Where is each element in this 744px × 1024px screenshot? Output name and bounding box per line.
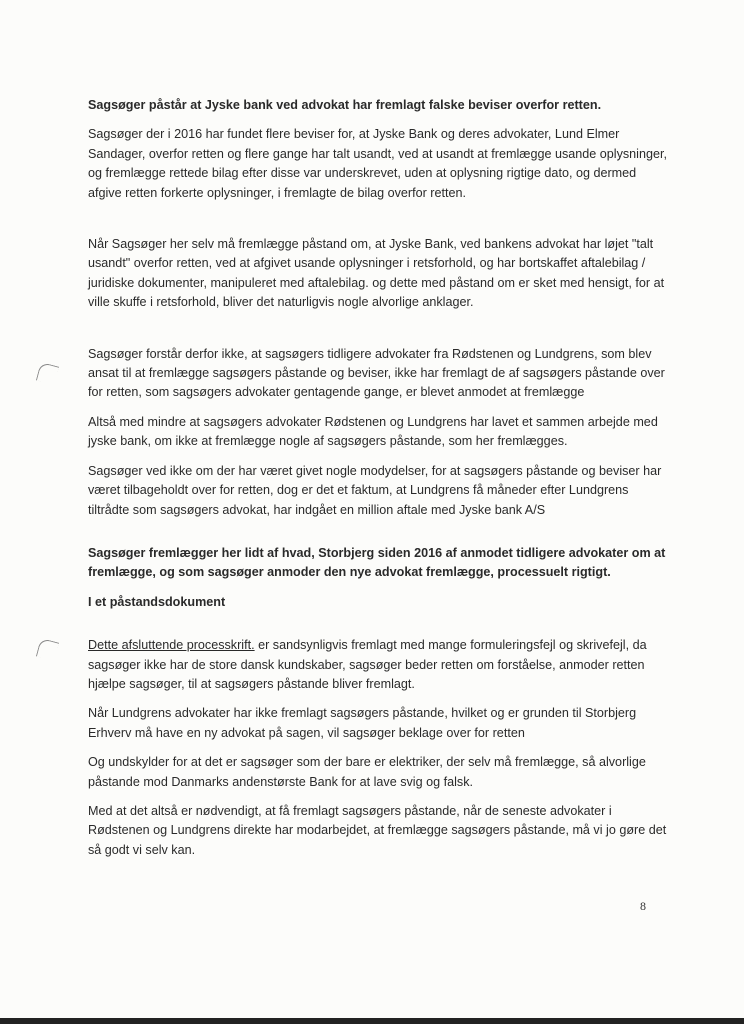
paragraph: Altså med mindre at sagsøgers advokater Rødstenen og Lundgrens har lavet et sammen arbejde med jyske bank, om ikke at fremlægge nogle af sagsøgers påstande, som her fremlægges. [88, 414, 658, 449]
section-heading: Sagsøger fremlægger her lidt af hvad, Storbjerg siden 2016 af anmodet tidligere advokater om at fremlægge, og som sagsøger anmoder den nye advokat fremlægge, processuelt rigtigt. [88, 545, 666, 580]
paragraph [88, 636, 668, 694]
paragraph: Sagsøger forstår derfor ikke, at sagsøgers tidligere advokater fra Rødstenen og Lundgrens, som blev ansat til at fremlægge sagsøgers påstande og beviser, ikke har fremlagt de af sagsøgers påstande over for retten, som sagsøgers advokater gentagende gange, er blevet anmodet at fremlægge [88, 346, 665, 400]
punch-hole-mark [36, 362, 59, 385]
punch-hole-mark [36, 638, 59, 661]
paragraph: Sagsøger der i 2016 har fundet flere beviser for, at Jyske Bank og deres advokater, Lund Elmer Sandager, overfor retten og flere gange har talt usandt, ved at usandt at fremlægge usande oplysninger, og fremlægge rettede bilag efter disse var underskrevet, uden at oplysning rigtige dato, og dermed afgive retten forkerte oplysninger, i fremlagte de bilag overfor retten. [88, 127, 667, 200]
paragraph: Når Sagsøger her selv må fremlægge påstand om, at Jyske Bank, ved bankens advokat har løjet "talt usandt" overfor retten, ved at afgivet usande oplysninger i retsforhold, og har bortskaffet aftalebilag / juridiske dokumenter, manipuleret med aftalebilag. og dette med påstand om er sket med hensigt, for at ville skuffe i retsforhold, bliver det naturligvis nogle alvorlige anklager. [88, 237, 665, 310]
paragraph: Når Lundgrens advokater har ikke fremlagt sagsøgers påstande, hvilket og er grunden til Storbjerg Erhverv må have en ny advokat på sagen, vil sagsøger beklage over for retten [88, 706, 637, 740]
scan-edge [0, 1018, 744, 1024]
section-heading: Sagsøger påstår at Jyske bank ved advokat har fremlagt falske beviser overfor retten. [88, 98, 602, 112]
paragraph: Med at det altså er nødvendigt, at få fremlagt sagsøgers påstande, når de seneste advokater i Rødstenen og Lundgrens direkte har modarbejdet, at fremlægge sagsøgers påstande, må vi jo gøre det så godt vi selv kan. [88, 803, 667, 857]
paragraph: Sagsøger ved ikke om der har været givet nogle modydelser, for at sagsøgers påstande og beviser har været tilbageholdt over for retten, dog er det et faktum, at Lundgrens få måneder efter Lundgrens tiltrådte som sagsøgers advokat, har indgået en million aftale med Jyske bank A/S [88, 463, 662, 517]
paragraph: Og undskylder for at det er sagsøger som der bare er elektriker, der selv må fremlægge, så alvorlige påstande mod Danmarks andenstørste Bank for at lave svig og falsk. [88, 755, 646, 789]
underlined-phrase: Dette afsluttende processkrift. [88, 638, 255, 653]
document-body [88, 96, 668, 870]
sub-heading: I et påstandsdokument [88, 594, 226, 609]
page-number: 8 [640, 899, 646, 913]
paragraph-text: er sandsynligvis fremlagt med mange formuleringsfejl og skrivefejl, da sagsøger ikke har de store dansk kundskaber, sagsøger beder retten om forståelse, anmoder retten hjælpe sagsøger, til at sagsøgers påstande bliver fremlagt. [88, 638, 647, 691]
